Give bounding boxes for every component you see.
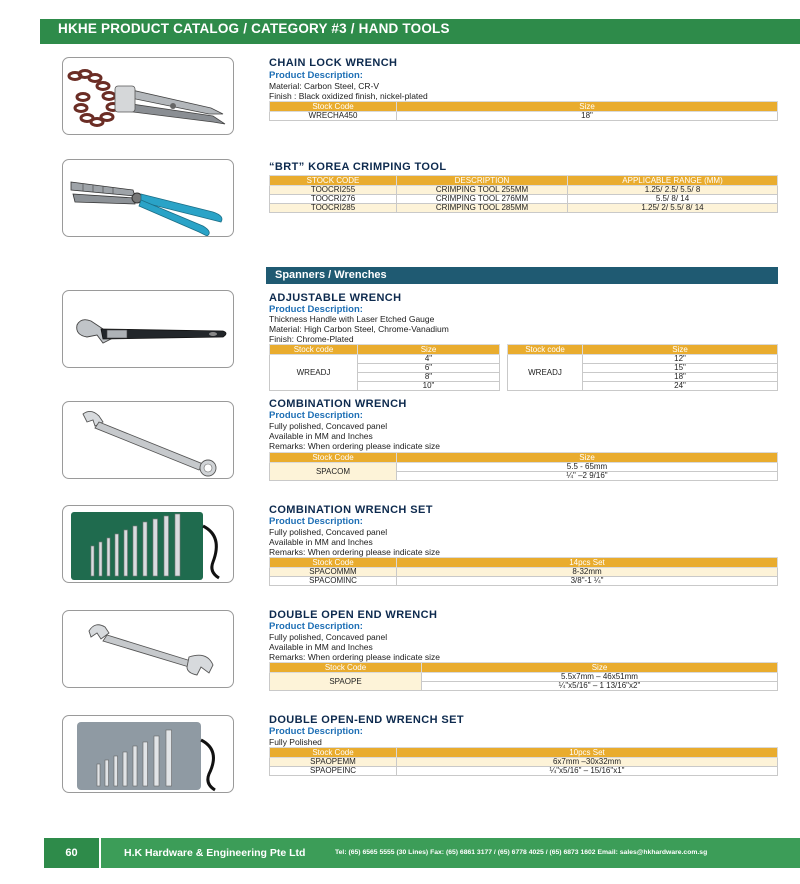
table-cell: 8-32mm (397, 568, 778, 577)
table-cell: 18" (583, 373, 778, 382)
spec-table (269, 662, 778, 691)
table-row (270, 463, 778, 472)
product-title: COMBINATION WRENCH SET (269, 504, 433, 516)
column-header: Size (397, 102, 778, 112)
column-header: Stock code (508, 345, 583, 355)
product-description-label: Product Description: (269, 726, 363, 737)
table-cell: TOOCRI276 (270, 195, 397, 204)
table-row (270, 577, 778, 586)
table-cell: SPACOMINC (270, 577, 397, 586)
product-description-line: Fully Polished (269, 737, 322, 747)
table-cell: 5.5/ 8/ 14 (568, 195, 778, 204)
table-cell: 18" (397, 112, 778, 121)
section-title: Spanners / Wrenches (275, 269, 387, 281)
column-header: APPLICABLE RANGE (MM) (568, 176, 778, 186)
table-cell: SPAOPEMM (270, 758, 397, 767)
table-cell: 6" (358, 364, 500, 373)
table-cell: 10" (358, 382, 500, 391)
spec-table-right (507, 344, 778, 391)
table-cell: 24" (583, 382, 778, 391)
column-header: Size (397, 453, 778, 463)
table-cell: ¼"x5/16" – 15/16"x1" (397, 767, 778, 776)
column-header: STOCK CODE (270, 176, 397, 186)
adjustable-wrench-image (62, 290, 234, 368)
combination-wrench-image (62, 401, 234, 479)
table-cell: WRECHA450 (270, 112, 397, 121)
table-row (270, 112, 778, 121)
column-header: Size (358, 345, 500, 355)
spec-table (269, 452, 778, 481)
column-header: Stock Code (270, 663, 422, 673)
product-title: CHAIN LOCK WRENCH (269, 57, 398, 69)
table-cell: SPAOPE (270, 673, 422, 691)
table-row (508, 355, 778, 364)
page-header (0, 0, 800, 43)
double-open-end-wrench-set-image (62, 715, 234, 793)
spec-table (269, 175, 778, 213)
table-cell: 5.5x7mm – 46x51mm (422, 673, 778, 682)
product-description-line: Finish : Black oxidized finish, nickel-plated (269, 91, 428, 101)
table-cell: 3/8"-1 ¼" (397, 577, 778, 586)
table-row (270, 673, 778, 682)
page-number: 60 (44, 838, 99, 868)
product-description-label: Product Description: (269, 410, 363, 421)
product-description-line: Fully polished, Concaved panel (269, 421, 388, 431)
product-description-line: Thickness Handle with Laser Etched Gauge (269, 314, 435, 324)
column-header: Stock Code (270, 558, 397, 568)
table-cell: TOOCRI285 (270, 204, 397, 213)
table-cell: SPACOMMM (270, 568, 397, 577)
table-cell: WREADJ (270, 355, 358, 391)
column-header: Size (422, 663, 778, 673)
table-cell: 8" (358, 373, 500, 382)
product-description-line: Remarks: When ordering please indicate size (269, 652, 441, 662)
product-description-line: Finish: Chrome-Plated (269, 334, 354, 344)
page-footer (0, 838, 800, 868)
product-title: DOUBLE OPEN-END WRENCH SET (269, 714, 464, 726)
spec-table-left (269, 344, 500, 391)
product-description-label: Product Description: (269, 304, 363, 315)
double-open-end-wrench-image (62, 610, 234, 688)
company-name: H.K Hardware & Engineering Pte Ltd (124, 847, 306, 859)
column-header: Stock Code (270, 453, 397, 463)
table-cell: SPACOM (270, 463, 397, 481)
product-description-line: Remarks: When ordering please indicate size (269, 547, 441, 557)
column-header: DESCRIPTION (397, 176, 568, 186)
table-cell: 1.25/ 2/ 5.5/ 8/ 14 (568, 204, 778, 213)
product-description-line: Available in MM and Inches (269, 431, 373, 441)
product-title: “BRT” KOREA CRIMPING TOOL (269, 161, 447, 173)
product-description-line: Fully polished, Concaved panel (269, 632, 388, 642)
product-description-label: Product Description: (269, 621, 363, 632)
product-description-label: Product Description: (269, 516, 363, 527)
table-cell: 15" (583, 364, 778, 373)
combination-wrench-set-image (62, 505, 234, 583)
table-cell: ¼" –2 9/16" (397, 472, 778, 481)
column-header: Stock code (270, 345, 358, 355)
table-row (270, 355, 500, 364)
table-cell: CRIMPING TOOL 255MM (397, 186, 568, 195)
table-row (270, 204, 778, 213)
table-cell: WREADJ (508, 355, 583, 391)
column-header: Stock Code (270, 748, 397, 758)
table-cell: 4" (358, 355, 500, 364)
product-title: DOUBLE OPEN END WRENCH (269, 609, 438, 621)
product-title: COMBINATION WRENCH (269, 398, 407, 410)
table-cell: 12" (583, 355, 778, 364)
column-header: 10pcs Set (397, 748, 778, 758)
table-cell: 1.25/ 2.5/ 5.5/ 8 (568, 186, 778, 195)
table-row (270, 767, 778, 776)
spec-table (269, 101, 778, 121)
section-header (266, 267, 778, 284)
chain-lock-wrench-image (62, 57, 234, 135)
product-description-line: Fully polished, Concaved panel (269, 527, 388, 537)
column-header: Stock Code (270, 102, 397, 112)
crimping-tool-image (62, 159, 234, 237)
product-title: ADJUSTABLE WRENCH (269, 292, 402, 304)
page-title: HKHE PRODUCT CATALOG / CATEGORY #3 / HAND TOOLS (58, 21, 450, 36)
table-cell: SPAOPEINC (270, 767, 397, 776)
spec-table (269, 747, 778, 776)
product-description-line: Remarks: When ordering please indicate size (269, 441, 441, 451)
table-cell: 6x7mm –30x32mm (397, 758, 778, 767)
column-header: 14pcs Set (397, 558, 778, 568)
table-cell: CRIMPING TOOL 276MM (397, 195, 568, 204)
table-cell: ¼"x5/16" – 1 13/16"x2" (422, 682, 778, 691)
table-cell: CRIMPING TOOL 285MM (397, 204, 568, 213)
product-description-label: Product Description: (269, 70, 363, 81)
spec-table (269, 557, 778, 586)
contact-info: Tel: (65) 6565 5555 (30 Lines) Fax: (65) 6861 3177 / (65) 6778 4025 / (65) 6873 1602 Email: sales@hkhardware.com.sg (335, 849, 708, 856)
product-description-line: Material: High Carbon Steel, Chrome-Vanadium (269, 324, 449, 334)
table-cell: 5.5 - 65mm (397, 463, 778, 472)
product-description-line: Available in MM and Inches (269, 537, 373, 547)
product-description-line: Available in MM and Inches (269, 642, 373, 652)
product-description-line: Material: Carbon Steel, CR-V (269, 81, 380, 91)
column-header: Size (583, 345, 778, 355)
table-cell: TOOCRI255 (270, 186, 397, 195)
